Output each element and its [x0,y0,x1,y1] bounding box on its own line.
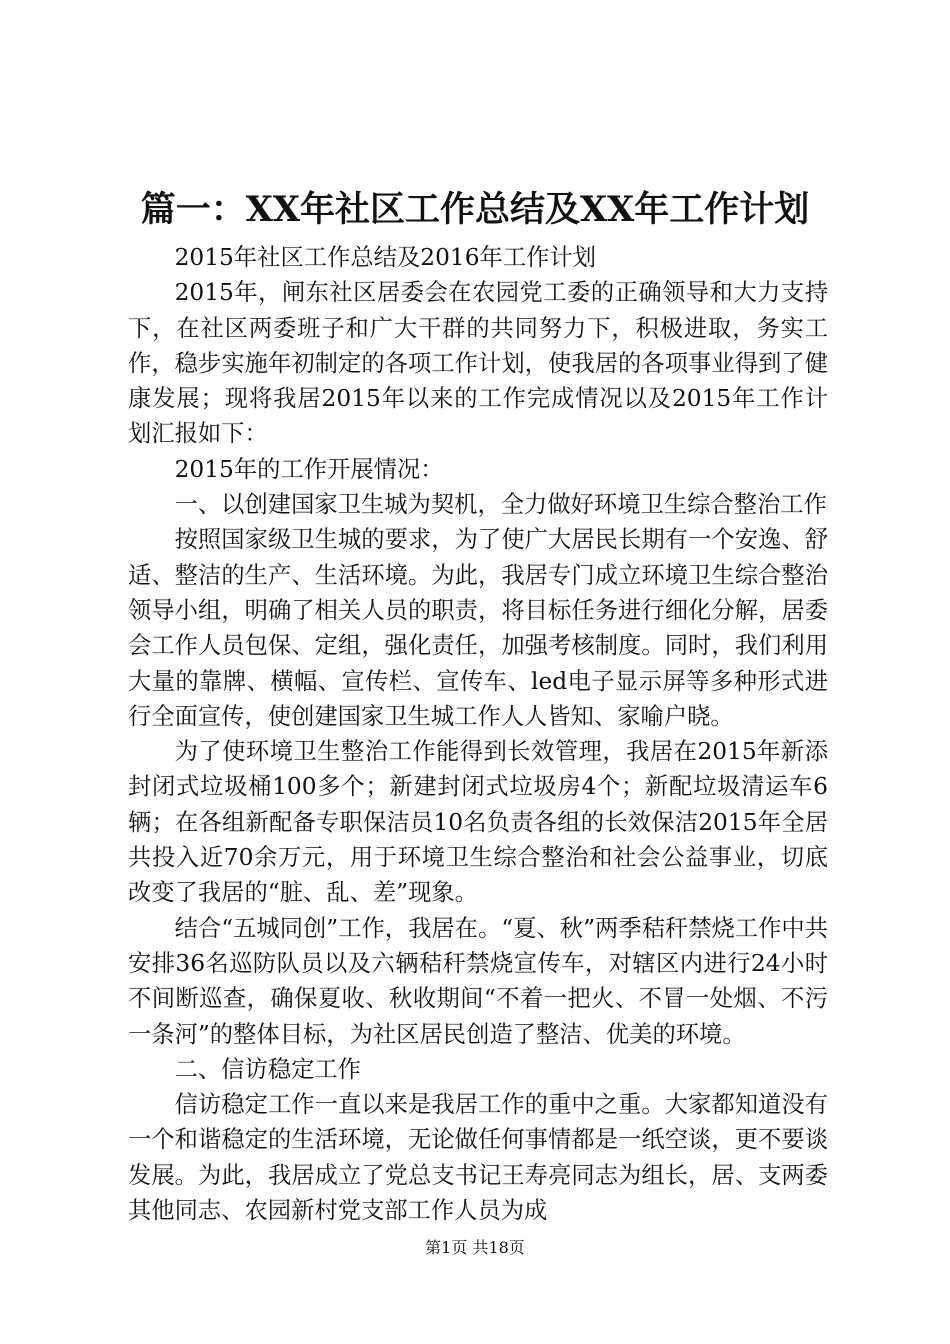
body-paragraph: 2015年，闸东社区居委会在农园党工委的正确领导和大力支持下，在社区两委班子和广大干群的共同努力下，积极进取，务实工作，稳步实施年初制定的各项工作计划，使我居的各项事业得到了健康发展；现将我居2015年以来的工作完成情况以及2015年工作计划汇报如下： [128,279,828,448]
body-paragraph: 信访稳定工作一直以来是我居工作的重中之重。大家都知道没有一个和谐稳定的生活环境，无论做任何事情都是一纸空谈，更不要谈发展。为此，我居成立了党总支书记王寿亮同志为组长，居、支两委其他同志、农园新村党支部工作人员为成 [128,1091,828,1225]
section-heading: 一、以创建国家卫生城为契机，全力做好环境卫生综合整治工作 [174,491,827,519]
body-paragraph: 为了使环境卫生整治工作能得到长效管理，我居在2015年新添封闭式垃圾桶100多个；新建封闭式垃圾房4个；新配垃圾清运车6辆；在各组新配备专职保洁员10名负责各组的长效保洁2015年全居共投入近70余万元，用于环境卫生综合整治和社会公益事业，切底改变了我居的“脏、乱、差”现象。 [128,738,828,907]
body-paragraph: 按照国家级卫生城的要求，为了使广大居民长期有一个安逸、舒适、整洁的生产、生活环境。为此，我居专门成立环境卫生综合整治领导小组，明确了相关人员的职责，将目标任务进行细化分解，居委会工作人员包保、定组，强化责任，加强考核制度。同时，我们利用大量的靠牌、横幅、宣传栏、宣传车、led电子显示屏等多种形式进行全面宣传，使创建国家卫生城工作人人皆知、家喻户晓。 [128,526,828,730]
body-paragraph: 2015年的工作开展情况： [174,455,444,483]
body-paragraph: 2015年社区工作总结及2016年工作计划 [174,244,597,271]
document-body [128,240,828,1228]
section-heading: 二、信访稳定工作 [174,1055,361,1083]
page-footer: 第1页 共18页 [425,1238,525,1257]
document-title: 篇一：XX年社区工作总结及XX年工作计划 [140,189,810,230]
body-paragraph: 结合“五城同创”工作，我居在。“夏、秋”两季秸秆禁烧工作中共安排36名巡防队员以及六辆秸秆禁烧宣传车，对辖区内进行24小时不间断巡查，确保夏收、秋收期间“不着一把火、不冒一处烟、不污一条河”的整体目标，为社区居民创造了整洁、优美的环境。 [128,914,828,1048]
